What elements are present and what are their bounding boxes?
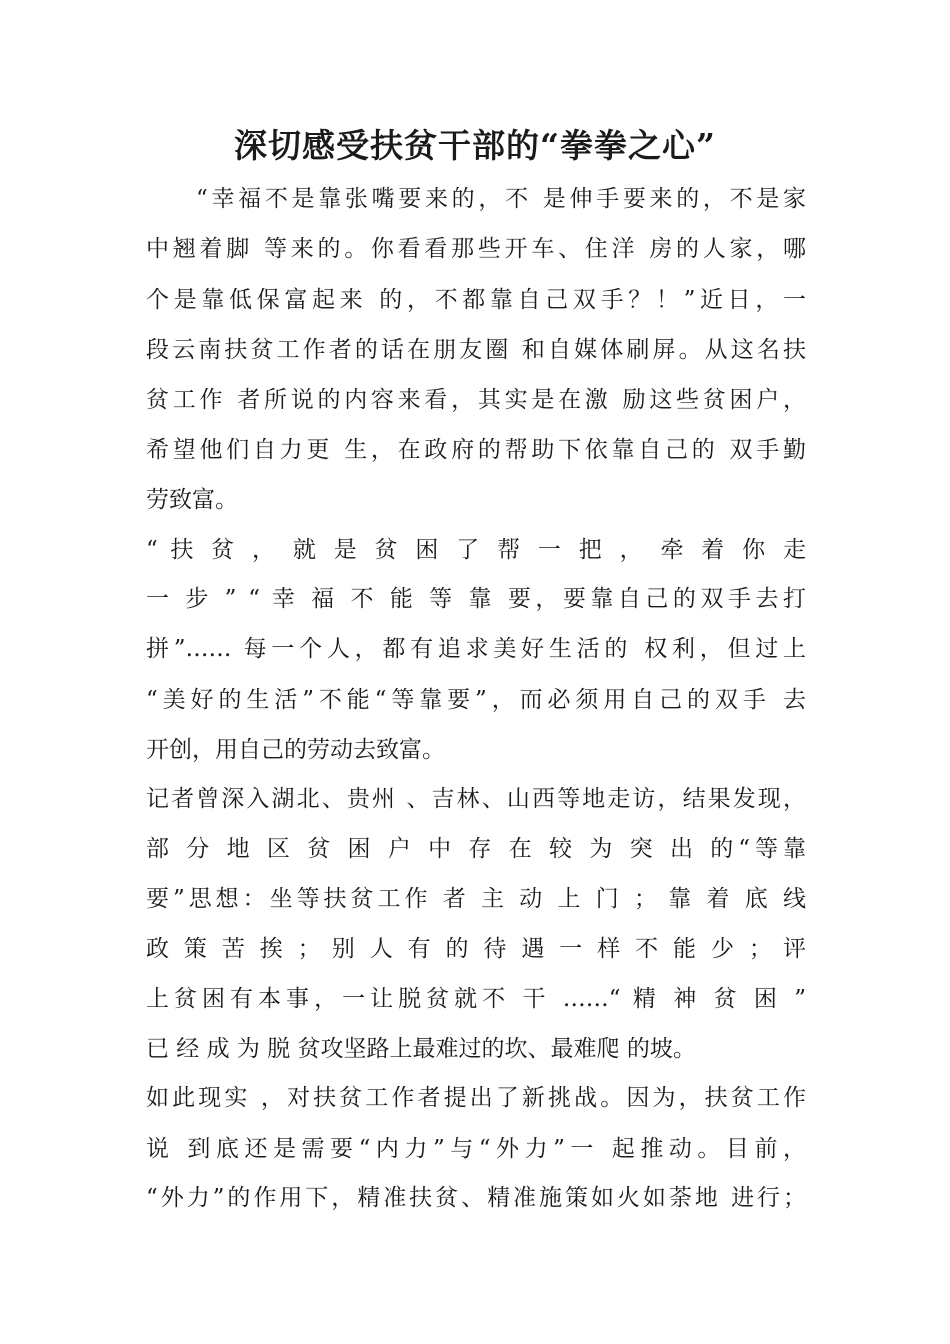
- body-line-13: 记者曾深入湖北、贵州 、吉林、山西等地走访，结果发现，: [146, 786, 806, 812]
- body-line-6: 希望他们自力更 生，在政府的帮助下依靠自己的 双手勤: [146, 437, 806, 463]
- body-line-16: 政 策 苦 挨 ； 别 人 有 的 待 遇 一 样 不 能 少 ； 评: [146, 936, 806, 962]
- body-line-21: “外力”的作用下，精准扶贫、精准施策如火如荼地 进行；: [146, 1185, 806, 1211]
- body-line-20: 说 到底还是需要“内力”与“外力”一 起推动。目前，: [146, 1136, 806, 1162]
- document-title: 深切感受扶贫干部的“拳拳之心”: [234, 126, 716, 165]
- body-line-18: 已 经 成 为 脱 贫攻坚路上最难过的坎、最难爬 的坡。: [146, 1036, 696, 1062]
- body-line-9: 一 步 ” “ 幸 福 不 能 等 靠 要，要靠自己的双手去打: [146, 586, 806, 612]
- body-line-4: 段云南扶贫工作者的话在朋友圈 和自媒体刷屏。从这名扶: [146, 337, 806, 363]
- body-line-5: 贫工作 者所说的内容来看，其实是在激 励这些贫困户，: [146, 387, 806, 413]
- body-line-19: 如此现实 ，对扶贫工作者提出了新挑战。因为，扶贫工作: [146, 1085, 806, 1111]
- body-line-2: 中翘着脚 等来的。你看看那些开车、住洋 房的人家，哪: [146, 236, 806, 262]
- body-line-15: 要”思想：坐等扶贫工作 者 主 动 上 门 ； 靠 着 底 线: [146, 886, 806, 912]
- body-line-14: 部 分 地 区 贫 困 户 中 存 在 较 为 突 出 的“等靠: [146, 836, 806, 862]
- body-line-11: “美好的生活”不能“等靠要”，而必须用自己的双手 去: [146, 687, 806, 713]
- body-line-8: “ 扶 贫 ， 就 是 贫 困 了 帮 一 把 ， 牵 着 你 走: [146, 537, 806, 563]
- body-line-1: “幸福不是靠张嘴要来的，不 是伸手要来的，不是家: [196, 186, 806, 212]
- body-line-3: 个是靠低保富起来 的，不都靠自己双手？！”近日，一: [146, 287, 806, 313]
- body-line-12: 开创，用自己的劳动去致富。: [146, 737, 445, 763]
- body-line-17: 上贫困有本事，一让脱贫就不 干 ……“ 精 神 贫 困 ”: [146, 986, 806, 1012]
- body-line-7: 劳致富。: [146, 487, 238, 513]
- body-line-10: 拼”…… 每一个人，都有追求美好生活的 权利，但过上: [146, 636, 806, 662]
